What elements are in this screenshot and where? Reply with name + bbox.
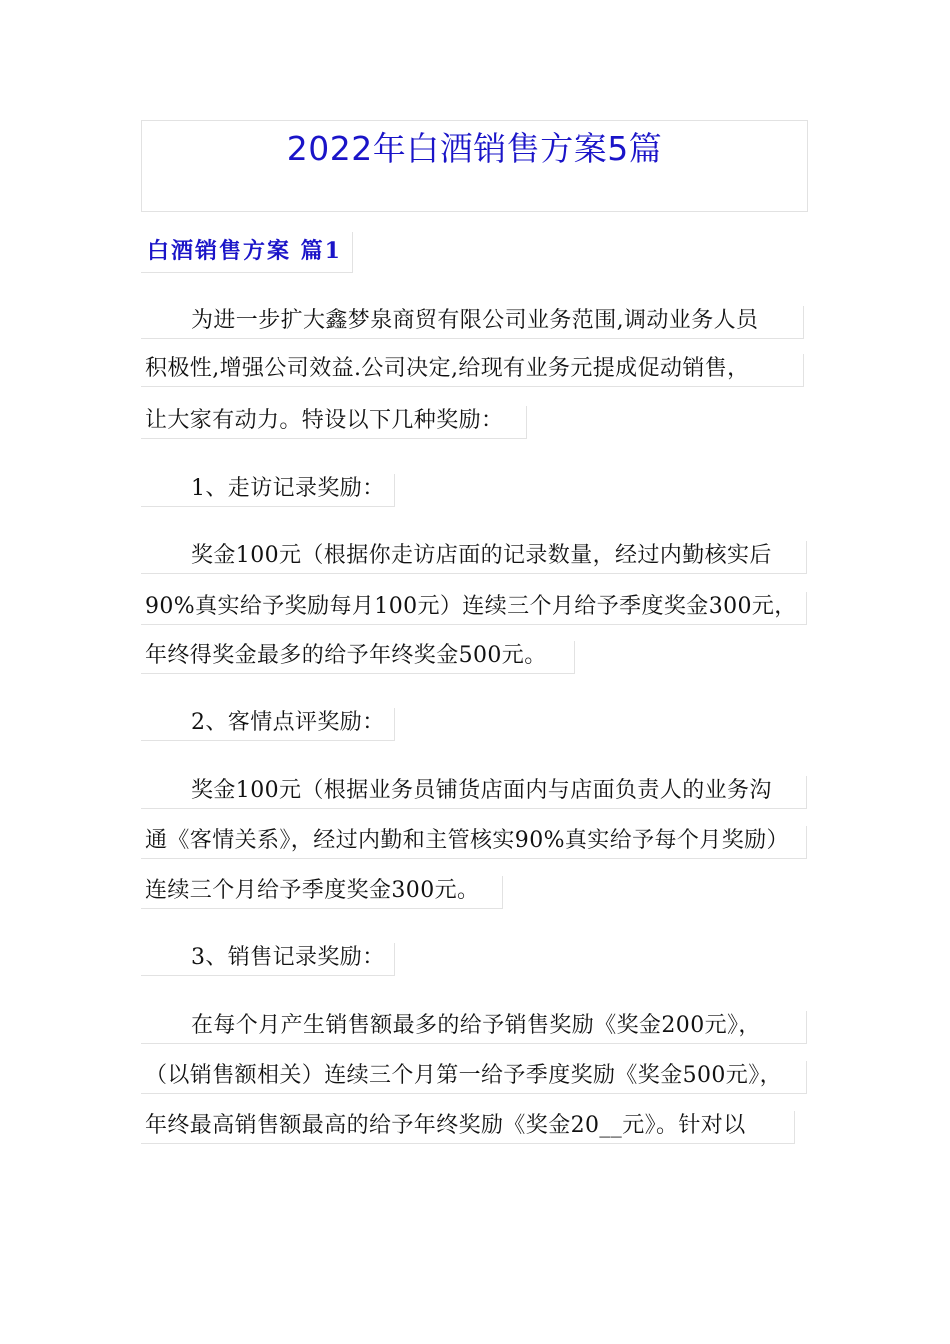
list-heading: 2、客情点评奖励： [141, 708, 395, 741]
list-heading: 3、销售记录奖励： [141, 943, 395, 976]
paragraph-line: 通《客情关系》，经过内勤和主管核实90%真实给予每个月奖励） [141, 826, 807, 859]
paragraph-line: 连续三个月给予季度奖金300元。 [141, 876, 503, 909]
paragraph-line: 为进一步扩大鑫梦泉商贸有限公司业务范围,调动业务人员 [141, 306, 804, 339]
paragraph-line: 让大家有动力。特设以下几种奖励： [141, 406, 527, 439]
paragraph-line: 90%真实给予奖励每月100元）连续三个月给予季度奖金300元， [141, 592, 807, 625]
paragraph-line: 年终得奖金最多的给予年终奖金500元。 [141, 641, 575, 674]
title-box [141, 120, 808, 212]
list-heading: 1、走访记录奖励： [141, 474, 395, 507]
section-heading: 白酒销售方案 篇1 [141, 232, 353, 273]
paragraph-line: 奖金100元（根据业务员铺货店面内与店面负责人的业务沟 [141, 776, 807, 809]
paragraph-line: 年终最高销售额最高的给予年终奖励《奖金20__元》。针对以 [141, 1111, 795, 1144]
paragraph-line: 在每个月产生销售额最多的给予销售奖励《奖金200元》， [141, 1011, 807, 1044]
paragraph-line: 奖金100元（根据你走访店面的记录数量，经过内勤核实后 [141, 541, 807, 574]
paragraph-line: （以销售额相关）连续三个月第一给予季度奖励《奖金500元》， [141, 1061, 807, 1094]
document-title: 2022年白酒销售方案5篇 [286, 129, 663, 168]
paragraph-line: 积极性,增强公司效益.公司决定,给现有业务元提成促动销售， [141, 354, 804, 387]
